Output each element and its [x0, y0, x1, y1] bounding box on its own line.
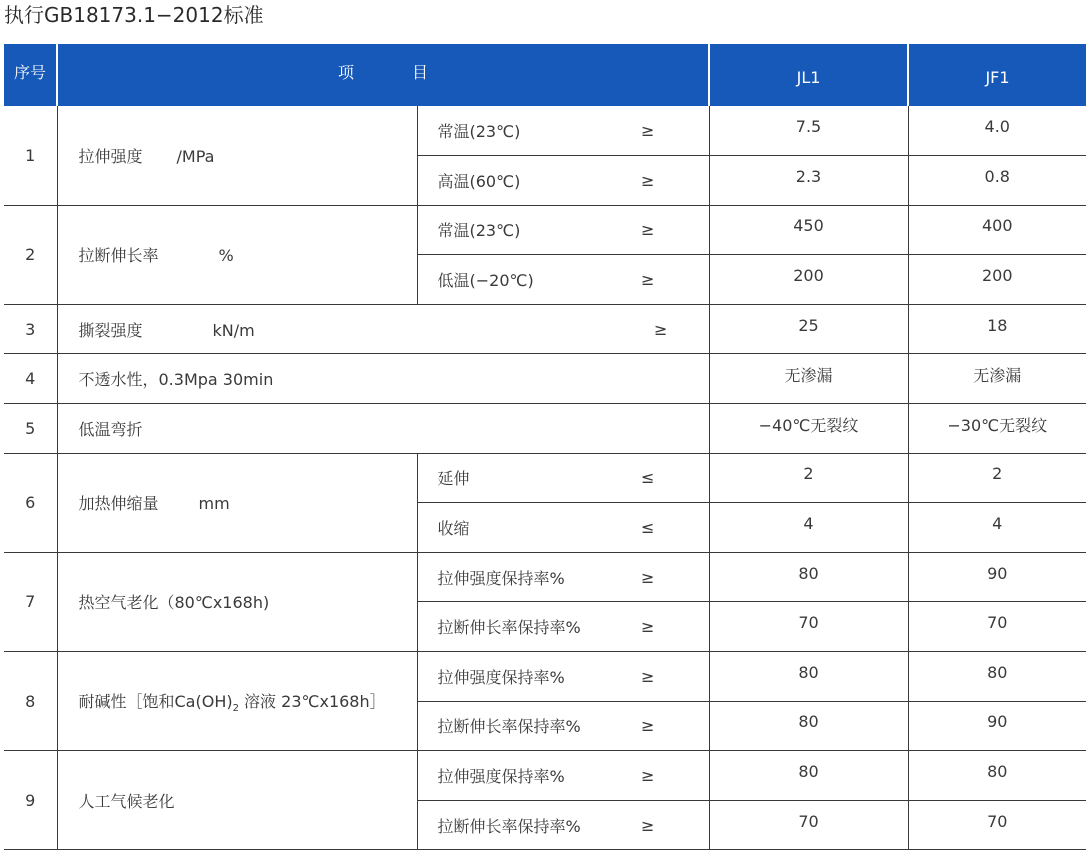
row-condition: 常温(23℃): [417, 106, 626, 156]
row-jf1-value: −30℃无裂纹: [908, 404, 1086, 454]
row-no: 3: [4, 304, 57, 354]
row-sign: ≥: [626, 552, 709, 602]
row-condition: 拉伸强度保持率%: [417, 652, 626, 702]
table-row: [4, 652, 1086, 702]
row-sign: ≥: [626, 800, 709, 850]
row-condition: 高温(60℃): [417, 156, 626, 206]
row-jl1-value: 70: [709, 800, 908, 850]
row-sign: ≥: [626, 304, 709, 354]
table-row: [4, 453, 1086, 503]
table-row: [4, 552, 1086, 602]
row-item: 加热伸缩量 mm: [57, 453, 417, 552]
row-item: 拉伸强度 /MPa: [57, 106, 417, 205]
row-sign: ≥: [626, 751, 709, 801]
row-condition: 拉伸强度保持率%: [417, 552, 626, 602]
row-jl1-value: 80: [709, 751, 908, 801]
row-no: 1: [4, 106, 57, 205]
row-sign: ≥: [626, 205, 709, 255]
row-condition: 拉断伸长率保持率%: [417, 602, 626, 652]
header-item-b: 目: [412, 62, 429, 82]
row-condition: 拉伸强度保持率%: [417, 751, 626, 801]
row-jf1-value: 90: [908, 701, 1086, 751]
row-jl1-value: 4: [709, 503, 908, 553]
row-sign: ≥: [626, 255, 709, 305]
row-no: 8: [4, 652, 57, 751]
table-row: [4, 404, 1086, 454]
row-jf1-value: 200: [908, 255, 1086, 305]
standard-title: 执行GB18173.1−2012标准: [4, 3, 264, 27]
header-item-a: 项: [337, 62, 354, 82]
table-row: [4, 751, 1086, 801]
row-no: 5: [4, 404, 57, 454]
row-item: 耐碱性［饱和$Ca(OH)_2$ 溶液 23℃x168h］: [57, 652, 417, 751]
row-sign: ≤: [626, 453, 709, 503]
row-sign: ≥: [626, 701, 709, 751]
row-sign: ≥: [626, 106, 709, 156]
row-no: 2: [4, 205, 57, 304]
row-jl1-value: −40℃无裂纹: [709, 404, 908, 454]
row-item: 不透水性，0.3Mpa 30min: [57, 354, 709, 404]
row-item: 低温弯折: [57, 404, 709, 454]
row-no: 6: [4, 453, 57, 552]
row-no: 4: [4, 354, 57, 404]
row-jf1-value: 无渗漏: [908, 354, 1086, 404]
row-item: 人工气候老化: [57, 751, 417, 850]
header-no: 序号: [4, 44, 57, 106]
table-header-row: [4, 44, 1086, 106]
row-jl1-value: 200: [709, 255, 908, 305]
row-jf1-value: 80: [908, 751, 1086, 801]
row-item: 拉断伸长率 %: [57, 205, 417, 304]
header-item: [57, 44, 709, 106]
row-jl1-value: 80: [709, 701, 908, 751]
row-jf1-value: 90: [908, 552, 1086, 602]
row-condition: 拉断伸长率保持率%: [417, 800, 626, 850]
table-row: [4, 106, 1086, 156]
row-condition: 收缩: [417, 503, 626, 553]
row-no: 7: [4, 552, 57, 651]
row-jf1-value: 18: [908, 304, 1086, 354]
row-item: 热空气老化（80℃x168h): [57, 552, 417, 651]
row-jl1-value: 2.3: [709, 156, 908, 206]
row-jf1-value: 400: [908, 205, 1086, 255]
row-condition: 拉断伸长率保持率%: [417, 701, 626, 751]
header-jf1: JF1: [908, 44, 1086, 106]
row-no: 9: [4, 751, 57, 850]
row-jf1-value: 70: [908, 602, 1086, 652]
row-condition: 常温(23℃): [417, 205, 626, 255]
row-item: 撕裂强度 kN/m: [57, 304, 626, 354]
row-jl1-value: 2: [709, 453, 908, 503]
spec-table: [4, 44, 1086, 850]
row-jf1-value: 4.0: [908, 106, 1086, 156]
row-jf1-value: 80: [908, 652, 1086, 702]
row-jf1-value: 70: [908, 800, 1086, 850]
row-jl1-value: 25: [709, 304, 908, 354]
row-sign: ≥: [626, 602, 709, 652]
row-jf1-value: 4: [908, 503, 1086, 553]
row-jl1-value: 7.5: [709, 106, 908, 156]
row-jl1-value: 80: [709, 652, 908, 702]
row-condition: 延伸: [417, 453, 626, 503]
table-row: [4, 304, 1086, 354]
table-row: [4, 354, 1086, 404]
table-row: [4, 205, 1086, 255]
row-jl1-value: 450: [709, 205, 908, 255]
row-jf1-value: 2: [908, 453, 1086, 503]
row-jl1-value: 70: [709, 602, 908, 652]
row-condition: 低温(−20℃): [417, 255, 626, 305]
row-sign: ≥: [626, 156, 709, 206]
header-jl1: JL1: [709, 44, 908, 106]
row-jl1-value: 无渗漏: [709, 354, 908, 404]
row-jl1-value: 80: [709, 552, 908, 602]
row-jf1-value: 0.8: [908, 156, 1086, 206]
row-sign: ≤: [626, 503, 709, 553]
row-sign: ≥: [626, 652, 709, 702]
